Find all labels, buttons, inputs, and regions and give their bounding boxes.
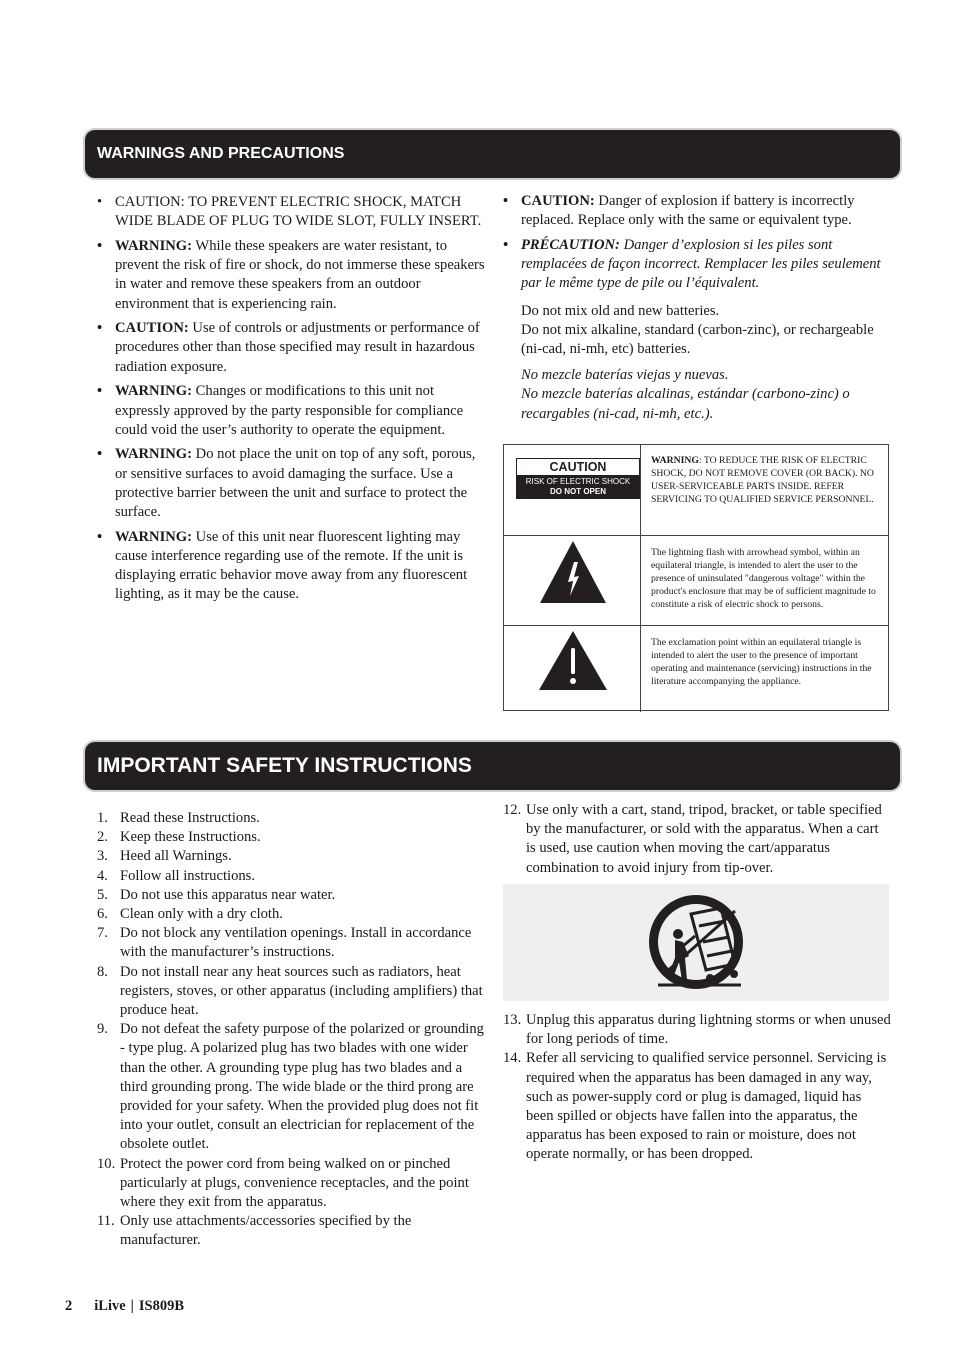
item-label: CAUTION:	[115, 320, 189, 337]
list-item	[97, 1155, 485, 1213]
list-item	[97, 319, 485, 377]
list-item	[97, 528, 485, 605]
item-text: Changes or modifications to this unit not expressly approved by the party responsible for compliance could void the user’s authority to operate the equipment.	[115, 383, 464, 438]
list-item	[97, 809, 485, 828]
item-text: Do not defeat the safety purpose of the polarized or grounding - type plug. A polarized plug has two blades with one wider than the other. A grounding type plug has two blades and a third grounding prong. The wide blade or the third prong are provided for your safety. When the provided plug does not fit into your outlet, consult an electrician for replacement of the obsolete outlet.	[120, 1021, 484, 1153]
list-item	[503, 1011, 891, 1049]
item-text: Use only with a cart, stand, tripod, bracket, or table specified by the manufacturer, or sold with the apparatus. When a cart is used, use caution when moving the cart/apparatus combination to avoid injury from tip-over.	[526, 802, 882, 876]
caution-sub-1: RISK OF ELECTRIC SHOCK	[525, 477, 631, 486]
page-number: 2	[65, 1298, 73, 1314]
exclamation-row	[504, 626, 888, 712]
warning-text	[651, 454, 883, 506]
caution-title: CAUTION	[517, 459, 639, 475]
item-number: 10.	[97, 1155, 116, 1172]
caution-label	[516, 458, 640, 499]
list-item	[97, 193, 485, 231]
item-number: 4.	[97, 867, 108, 884]
list-item	[97, 445, 485, 522]
list-item	[97, 867, 485, 886]
lightning-triangle-icon	[504, 536, 640, 626]
safety-heading: IMPORTANT SAFETY INSTRUCTIONS	[85, 742, 900, 790]
item-text: CAUTION: TO PREVENT ELECTRIC SHOCK, MATCH WIDE BLADE OF PLUG TO WIDE SLOT, FULLY INSERT.	[115, 194, 482, 230]
warning-body: : TO REDUCE THE RISK OF ELECTRIC SHOCK, DO NOT REMOVE COVER (OR BACK). NO USER-SERVICEABLE PARTS INSIDE. REFER SERVICING TO QUALIFIED SERVICE PERSONNEL.	[651, 455, 874, 505]
list-item	[97, 963, 485, 1021]
item-text: Use of controls or adjustments or performance of procedures other than those specified may result in hazardous radiation exposure.	[115, 320, 480, 375]
lightning-cell	[504, 536, 641, 625]
lightning-row	[504, 536, 888, 626]
list-item	[97, 828, 485, 847]
warning-label: WARNING	[651, 455, 699, 466]
list-item	[503, 801, 891, 878]
warnings-heading: WARNINGS AND PRECAUTIONS	[85, 130, 900, 178]
item-text: Follow all instructions.	[120, 867, 255, 884]
item-number: 13.	[503, 1012, 522, 1028]
exclamation-text: The exclamation point within an equilateral triangle is intended to alert the user to the presence of important operating and maintenance (servicing) instructions in the literature accompanying the appliance.	[651, 637, 872, 687]
list-item	[97, 237, 485, 314]
item-text: Do not block any ventilation openings. Install in accordance with the manufacturer’s instructions.	[120, 925, 472, 961]
item-text: Clean only with a dry cloth.	[120, 906, 283, 923]
spanish-note-2: No mezcle baterías alcalinas, estándar (carbono-zinc) o recargables (ni-cad, ni-mh, etc.).	[521, 386, 850, 422]
item-text: Heed all Warnings.	[120, 848, 232, 865]
exclamation-cell	[504, 626, 641, 712]
item-text: Danger of explosion if battery is incorrectly replaced. Replace only with the same or equivalent type.	[521, 193, 855, 229]
list-item	[503, 1049, 891, 1164]
exclamation-triangle-icon	[504, 626, 640, 712]
brand-name: iLive	[94, 1298, 126, 1314]
item-number: 11.	[97, 1213, 115, 1230]
item-text: Read these Instructions.	[120, 810, 260, 826]
list-item	[97, 1212, 485, 1250]
item-number: 8.	[97, 963, 108, 980]
safety-left-column	[97, 809, 485, 1251]
caution-label-row	[504, 445, 888, 536]
spanish-note-1: No mezcle baterías viejas y nuevas.	[521, 367, 729, 384]
caution-sub-2: DO NOT OPEN	[549, 487, 606, 496]
caution-label-cell	[504, 445, 641, 535]
item-text: Do not place the unit on top of any soft, porous, or sensitive surfaces to avoid damaging the surface. Use a protective barrier between the unit and surface to protect the surface.	[115, 446, 476, 521]
lightning-text: The lightning flash with arrowhead symbol, within an equilateral triangle, is intended to alert the user to the presence of uninsulated "dangerous voltage" within the product's enclosure that may be of sufficient magnitude to constitute a risk of electric shock to persons.	[651, 547, 876, 610]
item-text: Do not use this apparatus near water.	[120, 886, 336, 903]
warnings-left-column	[97, 193, 485, 610]
list-item	[97, 847, 485, 866]
item-label: CAUTION:	[521, 193, 595, 209]
item-number: 14.	[503, 1050, 522, 1067]
item-text: Keep these Instructions.	[120, 829, 261, 846]
list-item	[97, 886, 485, 905]
battery-note-2: Do not mix alkaline, standard (carbon-zinc), or rechargeable (ni-cad, ni-mh, etc) batteries.	[521, 321, 874, 357]
item-number: 6.	[97, 906, 108, 923]
item-text: Protect the power cord from being walked on or pinched particularly at plugs, convenience receptacles, and the point where they exit from the apparatus.	[120, 1155, 469, 1211]
battery-caution	[503, 192, 891, 230]
item-number: 1.	[97, 810, 108, 826]
item-text: While these speakers are water resistant, to prevent the risk of fire or shock, do not immerse these speakers in water and remove these speakers from an outdoor environment that is experiencing rain.	[115, 237, 485, 312]
item-label: PRÉCAUTION:	[521, 236, 620, 253]
cart-warning-figure	[503, 884, 889, 1001]
cart-tipover-icon	[503, 884, 889, 1001]
model-number: IS809B	[138, 1298, 185, 1314]
safety-right-column	[503, 1011, 891, 1165]
safety-item-12	[503, 801, 891, 878]
list-item	[97, 905, 485, 924]
item-label: WARNING:	[115, 446, 193, 463]
battery-precaution	[503, 236, 891, 294]
warnings-right-column	[503, 192, 891, 431]
safety-symbols-table	[503, 444, 889, 711]
item-number: 9.	[97, 1021, 108, 1038]
item-text: Do not install near any heat sources such as radiators, heat registers, stoves, or other apparatus (including amplifiers) that produce heat.	[120, 963, 483, 1019]
item-label: WARNING:	[115, 528, 193, 545]
item-label: WARNING:	[115, 383, 193, 400]
item-text: Only use attachments/accessories specified by the manufacturer.	[120, 1213, 412, 1249]
item-text: Use of this unit near fluorescent lighting may cause interference regarding use of the remote. If the unit is displaying erratic behavior move away from any fluorescent lighting, as it may be the cause.	[115, 528, 468, 603]
list-item	[97, 1020, 485, 1154]
item-text: Unplug this apparatus during lightning storms or when unused for long periods of time.	[526, 1012, 891, 1048]
battery-notes-spanish	[503, 366, 891, 424]
item-text: Danger d’explosion si les piles sont remplacées de façon incorrect. Remplacer les piles seulement par le même type de pile ou l’équivalent.	[521, 236, 881, 292]
item-label: WARNING:	[115, 237, 193, 254]
battery-note-1: Do not mix old and new batteries.	[521, 302, 720, 319]
item-number: 7.	[97, 925, 108, 942]
item-text: Refer all servicing to qualified service personnel. Servicing is required when the apparatus has been damaged in any way, such as power-supply cord or plug is damaged, liquid has been spilled or objects have fallen into the apparatus, the apparatus has been exposed to rain or moisture, does not operate normally, or has been dropped.	[526, 1050, 887, 1163]
battery-notes	[503, 302, 891, 360]
footer-separator: |	[130, 1298, 134, 1314]
caution-sub	[517, 475, 639, 498]
item-number: 12.	[503, 802, 522, 818]
list-item	[97, 924, 485, 962]
item-number: 2.	[97, 829, 108, 846]
list-item	[97, 382, 485, 440]
item-number: 5.	[97, 886, 108, 903]
item-number: 3.	[97, 848, 108, 865]
page-footer	[65, 1298, 206, 1315]
